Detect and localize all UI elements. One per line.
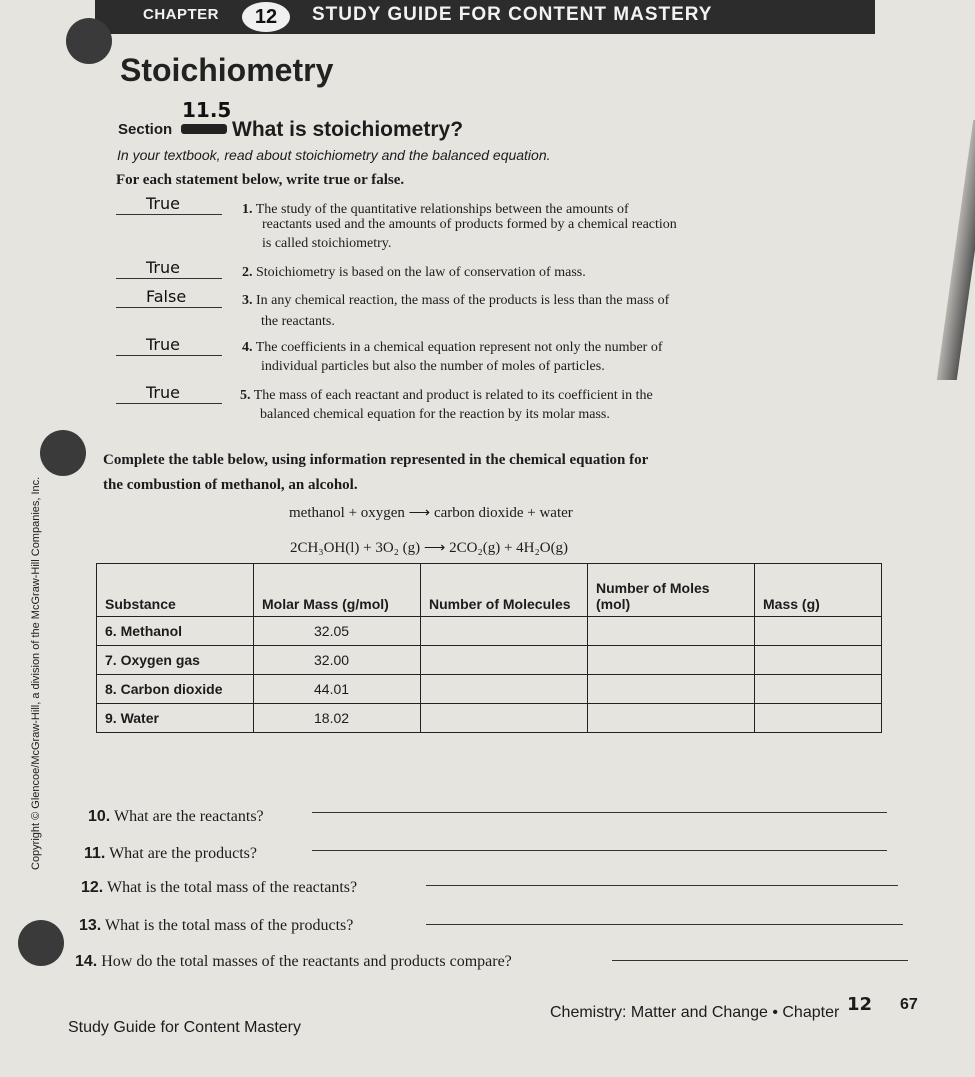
table-instruction-line-1: Complete the table below, using information represented in the chemical equation for bbox=[103, 452, 649, 468]
substance-cell: 8. Carbon dioxide bbox=[97, 675, 254, 704]
question-14: 14. How do the total masses of the reactants and products compare? bbox=[75, 953, 512, 970]
col-header: Substance bbox=[97, 564, 254, 617]
table-row bbox=[97, 617, 882, 646]
col-header: Molar Mass (g/mol) bbox=[254, 564, 421, 617]
section-label: Section bbox=[118, 121, 173, 138]
col-header: Mass (g) bbox=[755, 564, 882, 617]
moles-input-cell[interactable] bbox=[588, 646, 755, 675]
molecules-input-cell[interactable] bbox=[421, 675, 588, 704]
footer-chapter-handwritten: 12 bbox=[847, 994, 873, 1015]
statement-4-line-2: individual particles but also the number of moles of particles. bbox=[261, 359, 605, 374]
answer-line[interactable] bbox=[612, 960, 908, 961]
molar-mass-cell: 18.02 bbox=[254, 704, 421, 733]
page-number: 67 bbox=[900, 996, 918, 1013]
mass-input-cell[interactable] bbox=[755, 675, 882, 704]
table-row bbox=[97, 704, 882, 733]
binder-hole bbox=[40, 430, 86, 476]
table-instruction-line-2: the combustion of methanol, an alcohol. bbox=[103, 477, 358, 493]
mass-input-cell[interactable] bbox=[755, 646, 882, 675]
data-table bbox=[96, 563, 882, 733]
guide-title: STUDY GUIDE FOR CONTENT MASTERY bbox=[312, 4, 713, 25]
molar-mass-cell: 44.01 bbox=[254, 675, 421, 704]
answer-line[interactable] bbox=[312, 812, 887, 813]
statement-1: 1. The study of the quantitative relationships between the amounts of bbox=[242, 202, 629, 217]
footer-right: Chemistry: Matter and Change • Chapter bbox=[550, 1004, 840, 1021]
moles-input-cell[interactable] bbox=[588, 675, 755, 704]
molar-mass-cell: 32.00 bbox=[254, 646, 421, 675]
answer-line[interactable] bbox=[426, 924, 903, 925]
statement-2: 2. Stoichiometry is based on the law of conservation of mass. bbox=[242, 265, 586, 280]
binder-hole bbox=[18, 920, 64, 966]
section-intro: In your textbook, read about stoichiometry and the balanced equation. bbox=[117, 147, 551, 163]
answer-field[interactable]: True bbox=[116, 336, 222, 356]
question-12: 12. What is the total mass of the reactants? bbox=[81, 879, 358, 896]
answer-field[interactable]: True bbox=[116, 195, 222, 215]
statement-4: 4. The coefficients in a chemical equation represent not only the number of bbox=[242, 340, 663, 355]
statement-1-line-2: reactants used and the amounts of products formed by a chemical reaction bbox=[262, 217, 677, 232]
table-row bbox=[97, 646, 882, 675]
statement-3-line-2: the reactants. bbox=[261, 314, 335, 329]
mass-input-cell[interactable] bbox=[755, 704, 882, 733]
footer-left: Study Guide for Content Mastery bbox=[68, 1019, 301, 1036]
answer-field[interactable]: True bbox=[116, 259, 222, 279]
answer-line[interactable] bbox=[312, 850, 887, 851]
section-box bbox=[181, 124, 227, 134]
answer-line[interactable] bbox=[426, 885, 898, 886]
word-equation: methanol + oxygen ⟶ carbon dioxide + water bbox=[289, 505, 573, 521]
table-row bbox=[97, 675, 882, 704]
section-handwritten-number: 11.5 bbox=[182, 98, 232, 122]
copyright-notice: Copyright © Glencoe/McGraw-Hill, a division of the McGraw-Hill Companies, Inc. bbox=[30, 476, 42, 870]
col-header: Number of Molecules bbox=[421, 564, 588, 617]
chemical-equation: 2CH₃OH(l) + 3O₂ (g) ⟶ 2CO₂(g) + 4H₂O(g) bbox=[290, 540, 569, 556]
statement-3: 3. In any chemical reaction, the mass of the products is less than the mass of bbox=[242, 293, 670, 308]
molecules-input-cell[interactable] bbox=[421, 704, 588, 733]
molecules-input-cell[interactable] bbox=[421, 617, 588, 646]
statement-5: 5. The mass of each reactant and product is related to its coefficient in the bbox=[240, 388, 653, 403]
chapter-label: CHAPTER bbox=[143, 6, 220, 23]
question-13: 13. What is the total mass of the products? bbox=[79, 917, 354, 934]
statement-1-line-3: is called stoichiometry. bbox=[262, 236, 392, 251]
substance-cell: 7. Oxygen gas bbox=[97, 646, 254, 675]
answer-field[interactable]: True bbox=[116, 384, 222, 404]
section-title: What is stoichiometry? bbox=[232, 118, 464, 141]
binder-hole bbox=[66, 18, 112, 64]
molar-mass-cell: 32.05 bbox=[254, 617, 421, 646]
page-title: Stoichiometry bbox=[120, 52, 334, 88]
true-false-instruction: For each statement below, write true or false. bbox=[116, 172, 405, 188]
question-10: 10. What are the reactants? bbox=[88, 808, 264, 825]
statement-5-line-2: balanced chemical equation for the reaction by its molar mass. bbox=[260, 407, 610, 422]
binder-edge bbox=[937, 120, 975, 380]
moles-input-cell[interactable] bbox=[588, 704, 755, 733]
chapter-number: 12 bbox=[242, 2, 290, 32]
col-header: Number of Moles (mol) bbox=[588, 564, 755, 617]
moles-input-cell[interactable] bbox=[588, 617, 755, 646]
substance-cell: 9. Water bbox=[97, 704, 254, 733]
question-11: 11. What are the products? bbox=[84, 845, 258, 862]
molecules-input-cell[interactable] bbox=[421, 646, 588, 675]
answer-field[interactable]: False bbox=[116, 288, 222, 308]
table-header-row bbox=[97, 564, 882, 617]
mass-input-cell[interactable] bbox=[755, 617, 882, 646]
substance-cell: 6. Methanol bbox=[97, 617, 254, 646]
